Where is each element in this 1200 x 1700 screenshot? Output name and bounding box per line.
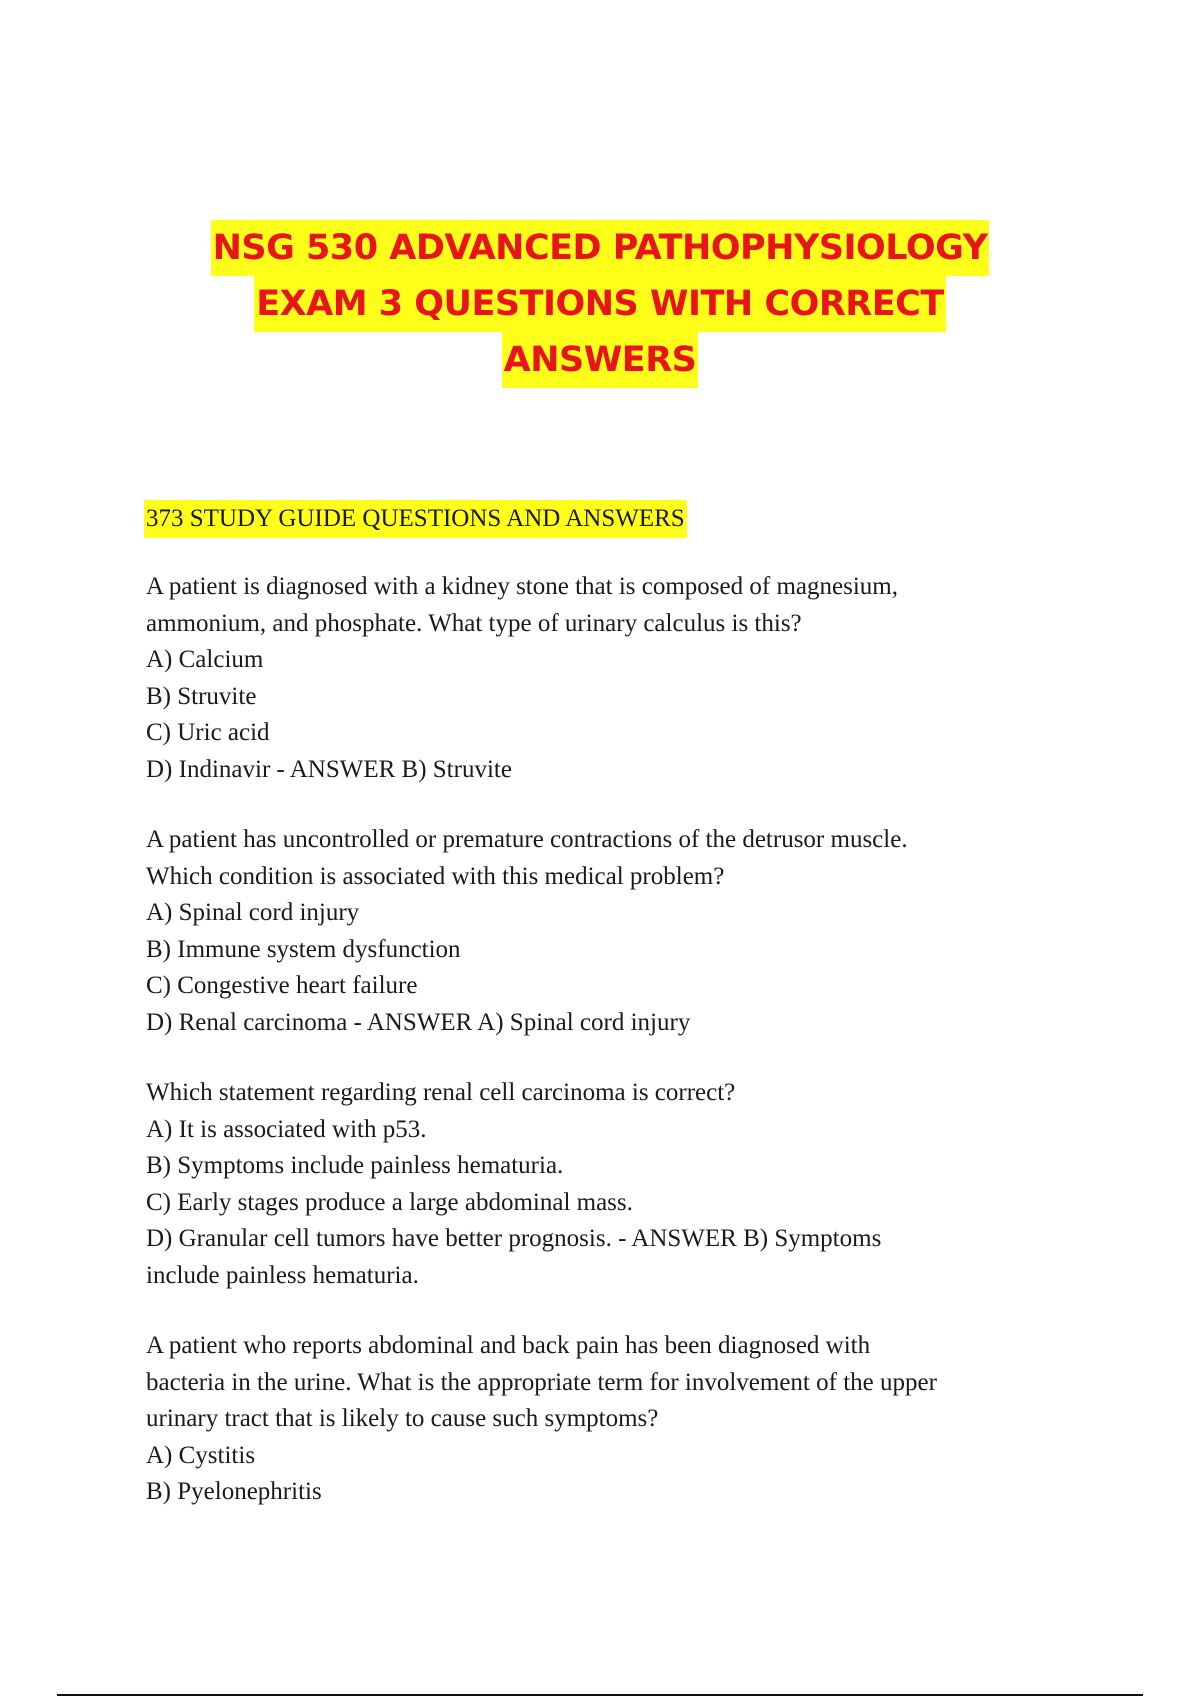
question-2-stem-line-1: A patient has uncontrolled or premature contractions of the detrusor muscle. xyxy=(146,826,908,853)
question-2-option-c: C) Congestive heart failure xyxy=(146,972,418,999)
question-1-option-d-answer: D) Indinavir - ANSWER B) Struvite xyxy=(146,755,512,783)
question-2-stem-line-2: Which condition is associated with this medical problem? xyxy=(146,862,725,890)
document-title xyxy=(0,220,1200,388)
question-2 xyxy=(146,822,1066,1041)
title-line-3: ANSWERS xyxy=(502,332,699,388)
question-1-stem-line-2: ammonium, and phosphate. What type of urinary calculus is this? xyxy=(146,609,802,637)
question-1-stem-line-1: A patient is diagnosed with a kidney stone that is composed of magnesium, xyxy=(146,573,898,600)
title-line-2: EXAM 3 QUESTIONS WITH CORRECT xyxy=(254,276,945,332)
question-1-option-b: B) Struvite xyxy=(146,682,257,710)
question-4-option-a: A) Cystitis xyxy=(146,1441,256,1469)
question-4-stem-line-3: urinary tract that is likely to cause such symptoms? xyxy=(146,1405,659,1432)
section-subtitle: 373 STUDY GUIDE QUESTIONS AND ANSWERS xyxy=(144,500,687,538)
question-3-option-d-answer: D) Granular cell tumors have better prognosis. - ANSWER B) Symptoms xyxy=(146,1225,882,1252)
question-1-option-c: C) Uric acid xyxy=(146,719,270,746)
footer-divider xyxy=(57,1694,1143,1696)
question-4-option-b: B) Pyelonephritis xyxy=(146,1478,322,1505)
question-3-option-b: B) Symptoms include painless hematuria. xyxy=(146,1152,564,1179)
question-1-option-a: A) Calcium xyxy=(146,646,264,673)
question-4-stem-line-2: bacteria in the urine. What is the appropriate term for involvement of the upper xyxy=(146,1368,937,1396)
question-4 xyxy=(146,1328,1066,1511)
question-3-stem-line-1: Which statement regarding renal cell carcinoma is correct? xyxy=(146,1079,736,1106)
title-line-1: NSG 530 ADVANCED PATHOPHYSIOLOGY xyxy=(211,220,990,276)
question-2-option-a: A) Spinal cord injury xyxy=(146,899,360,926)
question-4-stem-line-1: A patient who reports abdominal and back pain has been diagnosed with xyxy=(146,1332,871,1359)
document-body xyxy=(146,500,1066,1511)
question-3-option-a: A) It is associated with p53. xyxy=(146,1115,427,1143)
question-3-answer-continued: include painless hematuria. xyxy=(146,1261,419,1289)
question-2-option-b: B) Immune system dysfunction xyxy=(146,935,461,963)
question-3 xyxy=(146,1075,1066,1294)
question-2-option-d-answer: D) Renal carcinoma - ANSWER A) Spinal cord injury xyxy=(146,1008,691,1036)
question-1 xyxy=(146,569,1066,788)
question-3-option-c: C) Early stages produce a large abdominal mass. xyxy=(146,1188,633,1216)
